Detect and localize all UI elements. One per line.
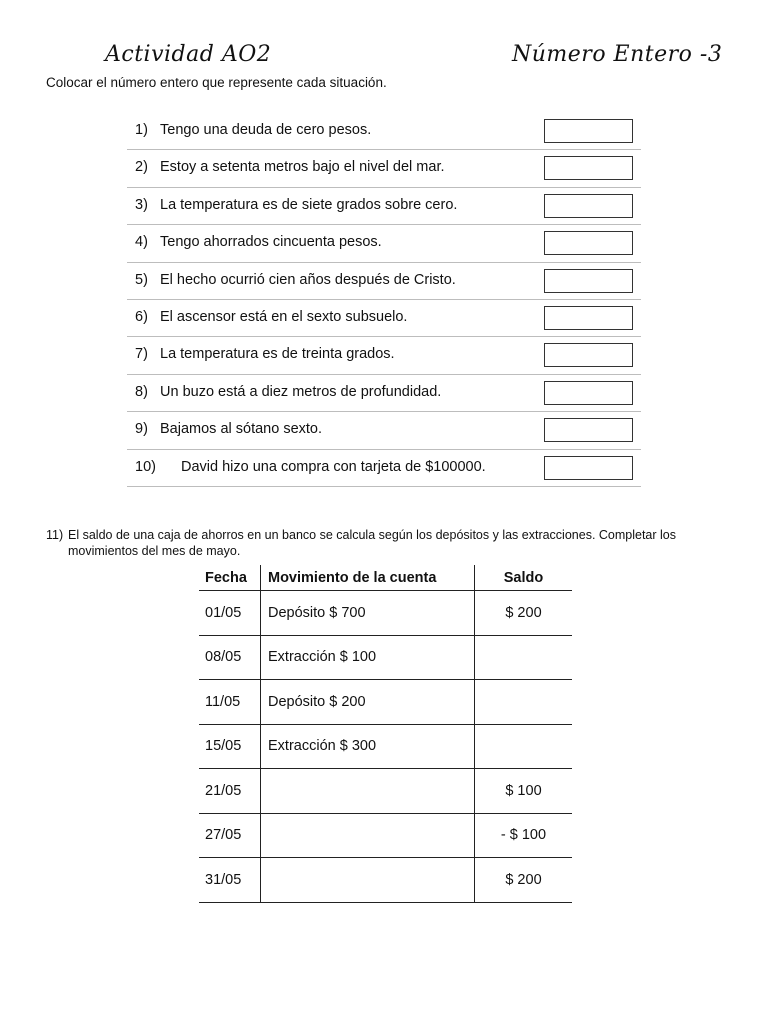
question-row	[127, 300, 641, 337]
balance-cell[interactable]	[475, 724, 573, 769]
question-text: La temperatura es de treinta grados.	[160, 346, 395, 363]
answer-box[interactable]	[544, 194, 633, 218]
answer-box[interactable]	[544, 418, 633, 442]
question-number: 3)	[135, 196, 148, 213]
question-text: Tengo una deuda de cero pesos.	[160, 122, 372, 138]
question-row	[127, 375, 641, 412]
column-header-date: Fecha	[205, 569, 247, 586]
movement-cell[interactable]: Extracción $ 100	[261, 635, 475, 680]
movement-cell[interactable]: Extracción $ 300	[261, 724, 475, 769]
question-number: 5)	[135, 271, 148, 288]
table-row	[199, 635, 572, 680]
date-cell: 11/05	[205, 693, 241, 710]
table-row	[199, 769, 572, 814]
column-header-movement: Movimiento de la cuenta	[261, 565, 475, 591]
question-text: David hizo una compra con tarjeta de $100000.	[181, 458, 486, 475]
answer-box[interactable]	[544, 306, 633, 330]
table-header-row	[199, 565, 572, 591]
topic-title: Número Entero -3	[512, 42, 723, 67]
instruction-text: Colocar el número entero que represente cada situación.	[46, 75, 387, 90]
question-number: 10)	[135, 458, 156, 475]
table-row	[199, 591, 572, 636]
question-row	[127, 188, 641, 225]
problem-number: 11)	[46, 528, 64, 542]
answer-box[interactable]	[544, 269, 633, 293]
movement-cell[interactable]	[261, 813, 475, 858]
question-row	[127, 225, 641, 262]
date-cell: 27/05	[205, 827, 242, 844]
answer-box[interactable]	[544, 156, 633, 180]
question-row	[127, 337, 641, 374]
movement-cell[interactable]: Depósito $ 200	[261, 680, 475, 725]
answer-box[interactable]	[544, 231, 633, 255]
date-cell: 01/05	[205, 604, 242, 621]
balance-cell[interactable]: - $ 100	[475, 813, 573, 858]
question-text: La temperatura es de siete grados sobre cero.	[160, 196, 458, 213]
question-text: El hecho ocurrió cien años después de Cristo.	[160, 271, 456, 288]
date-cell: 31/05	[205, 871, 242, 888]
question-text: Estoy a setenta metros bajo el nivel del mar.	[160, 159, 445, 176]
question-number: 8)	[135, 383, 148, 400]
balance-cell[interactable]	[475, 635, 573, 680]
question-text: El ascensor está en el sexto subsuelo.	[160, 308, 408, 325]
balance-cell[interactable]	[475, 680, 573, 725]
problem-text: El saldo de una caja de ahorros en un banco se calcula según los depósitos y las extracciones. Completar los movimientos del mes de mayo.	[68, 528, 676, 558]
movement-cell[interactable]: Depósito $ 700	[261, 591, 475, 636]
balance-cell[interactable]: $ 100	[475, 769, 573, 814]
question-row	[127, 150, 641, 187]
answer-box[interactable]	[544, 119, 633, 143]
question-row	[127, 113, 641, 150]
table-row	[199, 680, 572, 725]
date-cell: 15/05	[205, 738, 242, 755]
table-row	[199, 724, 572, 769]
question-text: Un buzo está a diez metros de profundidad.	[160, 383, 442, 400]
balance-cell[interactable]: $ 200	[475, 858, 573, 903]
movement-cell[interactable]	[261, 858, 475, 903]
date-cell: 08/05	[205, 649, 242, 666]
date-cell: 21/05	[205, 782, 242, 799]
account-movements-table	[199, 565, 572, 903]
question-number: 7)	[135, 346, 148, 363]
question-number: 9)	[135, 421, 148, 438]
activity-title: Actividad AO2	[105, 42, 272, 67]
question-number: 6)	[135, 308, 148, 325]
table-row	[199, 858, 572, 903]
balance-cell[interactable]: $ 200	[475, 591, 573, 636]
question-number: 4)	[135, 234, 148, 251]
column-header-balance: Saldo	[475, 565, 573, 591]
answer-box[interactable]	[544, 456, 633, 480]
question-text: Tengo ahorrados cincuenta pesos.	[160, 234, 382, 251]
movement-cell[interactable]	[261, 769, 475, 814]
table-row	[199, 813, 572, 858]
questions-list	[127, 113, 641, 487]
question-number: 1)	[135, 122, 148, 138]
question-row	[127, 450, 641, 487]
question-row	[127, 263, 641, 300]
answer-box[interactable]	[544, 381, 633, 405]
question-text: Bajamos al sótano sexto.	[160, 421, 323, 438]
question-number: 2)	[135, 159, 148, 176]
answer-box[interactable]	[544, 343, 633, 367]
question-row	[127, 412, 641, 449]
